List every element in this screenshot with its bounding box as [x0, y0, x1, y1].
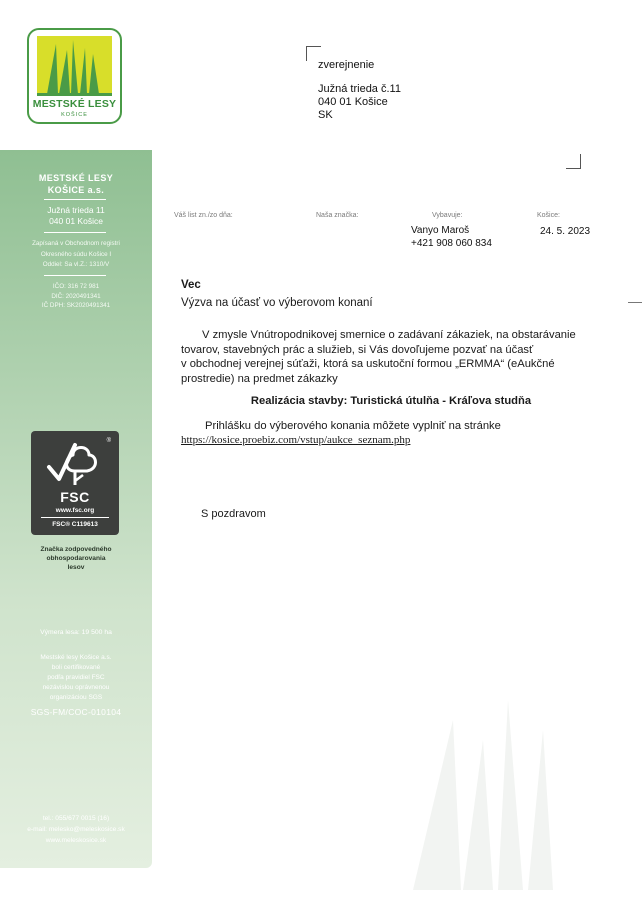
- company-dic: DIČ: 2020491341: [51, 292, 101, 300]
- register-line: Zapísaná v Obchodnom registri: [32, 240, 120, 247]
- fsc-caption-line: obhospodarovania: [46, 555, 106, 562]
- forest-trees-icon: [37, 36, 112, 96]
- divider: [44, 275, 106, 276]
- certification-line: organizáciou SGS: [49, 694, 103, 701]
- divider: [41, 517, 109, 518]
- body-line: V zmysle Vnútropodnikovej smernice o zadávaní zákaziek, na obstarávanie: [202, 329, 576, 341]
- fsc-caption-line: Značka zodpovedného: [40, 546, 112, 553]
- divider: [44, 232, 106, 233]
- certification-line: podľa pravidiel FSC: [47, 674, 105, 681]
- fsc-tree-checkmark-icon: [45, 437, 105, 489]
- handled-by-name: Vanyo Maroš: [411, 225, 470, 236]
- fsc-caption-line: lesov: [67, 564, 85, 571]
- register-line: Okresného súdu Košice I: [40, 250, 112, 258]
- recipient-line: SK: [318, 109, 333, 121]
- company-name: [0, 172, 152, 196]
- sidebar-logo-area: [0, 0, 152, 150]
- handled-by: [411, 225, 492, 250]
- recipient-line: zverejnenie: [318, 59, 375, 71]
- logo-name: MESTSKÉ LESY: [32, 98, 117, 110]
- place-label: Košice:: [537, 212, 560, 219]
- certification-line: boli certifikované: [51, 664, 101, 671]
- divider: [44, 199, 106, 200]
- closing: S pozdravom: [201, 508, 266, 520]
- letter-date: 24. 5. 2023: [540, 226, 591, 237]
- subject-label: Vec: [181, 279, 201, 291]
- certification-code: SGS-FM/COC-010104: [30, 707, 122, 717]
- company-name-line1: MESTSKÉ LESY: [38, 173, 114, 183]
- recipient-address: [318, 59, 401, 122]
- contact-email: e-mail: melesko@meleskosice.sk: [27, 826, 125, 833]
- company-register: [0, 239, 152, 271]
- fsc-code: FSC® C119613: [52, 521, 98, 528]
- body-line: v obchodnej verejnej súťaži, ktorá sa uskutoční formou „ERMMA“ (eAukčné: [181, 358, 555, 370]
- auction-link[interactable]: https://kosice.proebiz.com/vstup/aukce_seznam.php: [181, 434, 411, 446]
- fold-mark: [628, 302, 642, 303]
- recipient-line: 040 01 Košice: [318, 96, 388, 108]
- company-postcode-city: 040 01 Košice: [49, 216, 103, 226]
- logo-emblem: [37, 36, 112, 96]
- subject-text: Výzva na účasť vo výberovom konaní: [181, 297, 373, 309]
- apply-text: Prihlášku do výberového konania môžete vyplniť na stránke: [205, 420, 501, 432]
- body-paragraph: [181, 328, 601, 386]
- fsc-label: FSC: [60, 489, 90, 505]
- body-line: prostredie) na predmet zákazky: [181, 372, 338, 385]
- company-street: Južná trieda 11: [47, 205, 105, 215]
- company-logo: [27, 28, 122, 124]
- contact-phone: tel.: 055/677 0015 (16): [42, 815, 110, 822]
- body-line: tovarov, stavebných prác a služieb, si Vás dovoľujeme pozvať na účasť: [181, 343, 534, 356]
- company-contact: [0, 813, 152, 846]
- our-ref-label: Naša značka:: [316, 212, 359, 219]
- fsc-logo: [31, 431, 119, 535]
- certification-text: [0, 653, 152, 703]
- logo-city: KOŠICE: [61, 112, 88, 118]
- company-ids: [0, 282, 152, 311]
- contact-web: www.meleskosice.sk: [45, 837, 107, 844]
- handled-by-phone: +421 908 060 834: [411, 237, 492, 249]
- certification-line: nezávislou oprávnenou: [42, 684, 110, 691]
- company-icdph: IČ DPH: SK2020491341: [41, 302, 111, 309]
- project-title: Realizácia stavby: Turistická útulňa - Kráľova studňa: [250, 395, 532, 407]
- company-sidebar: [0, 0, 152, 868]
- company-ico: IČO: 316 72 981: [52, 283, 100, 290]
- fsc-registered-mark: ®: [106, 438, 111, 444]
- recipient-line: Južná trieda č.11: [318, 83, 401, 95]
- address-window-corner: [566, 154, 581, 169]
- certification-line: Mestské lesy Košice a.s.: [40, 654, 112, 661]
- register-line: Oddiel: Sa vl.Z.: 1310/V: [42, 261, 110, 268]
- fsc-caption: [0, 545, 152, 572]
- forest-area: Výmera lesa: 19 500 ha: [40, 629, 112, 636]
- forest-watermark-icon: [383, 690, 583, 890]
- company-address: [0, 205, 152, 227]
- your-letter-label: Váš list zn./zo dňa:: [174, 212, 233, 219]
- handled-by-label: Vybavuje:: [432, 212, 463, 219]
- fsc-url: www.fsc.org: [55, 507, 95, 514]
- company-name-line2: KOŠICE a.s.: [47, 185, 105, 195]
